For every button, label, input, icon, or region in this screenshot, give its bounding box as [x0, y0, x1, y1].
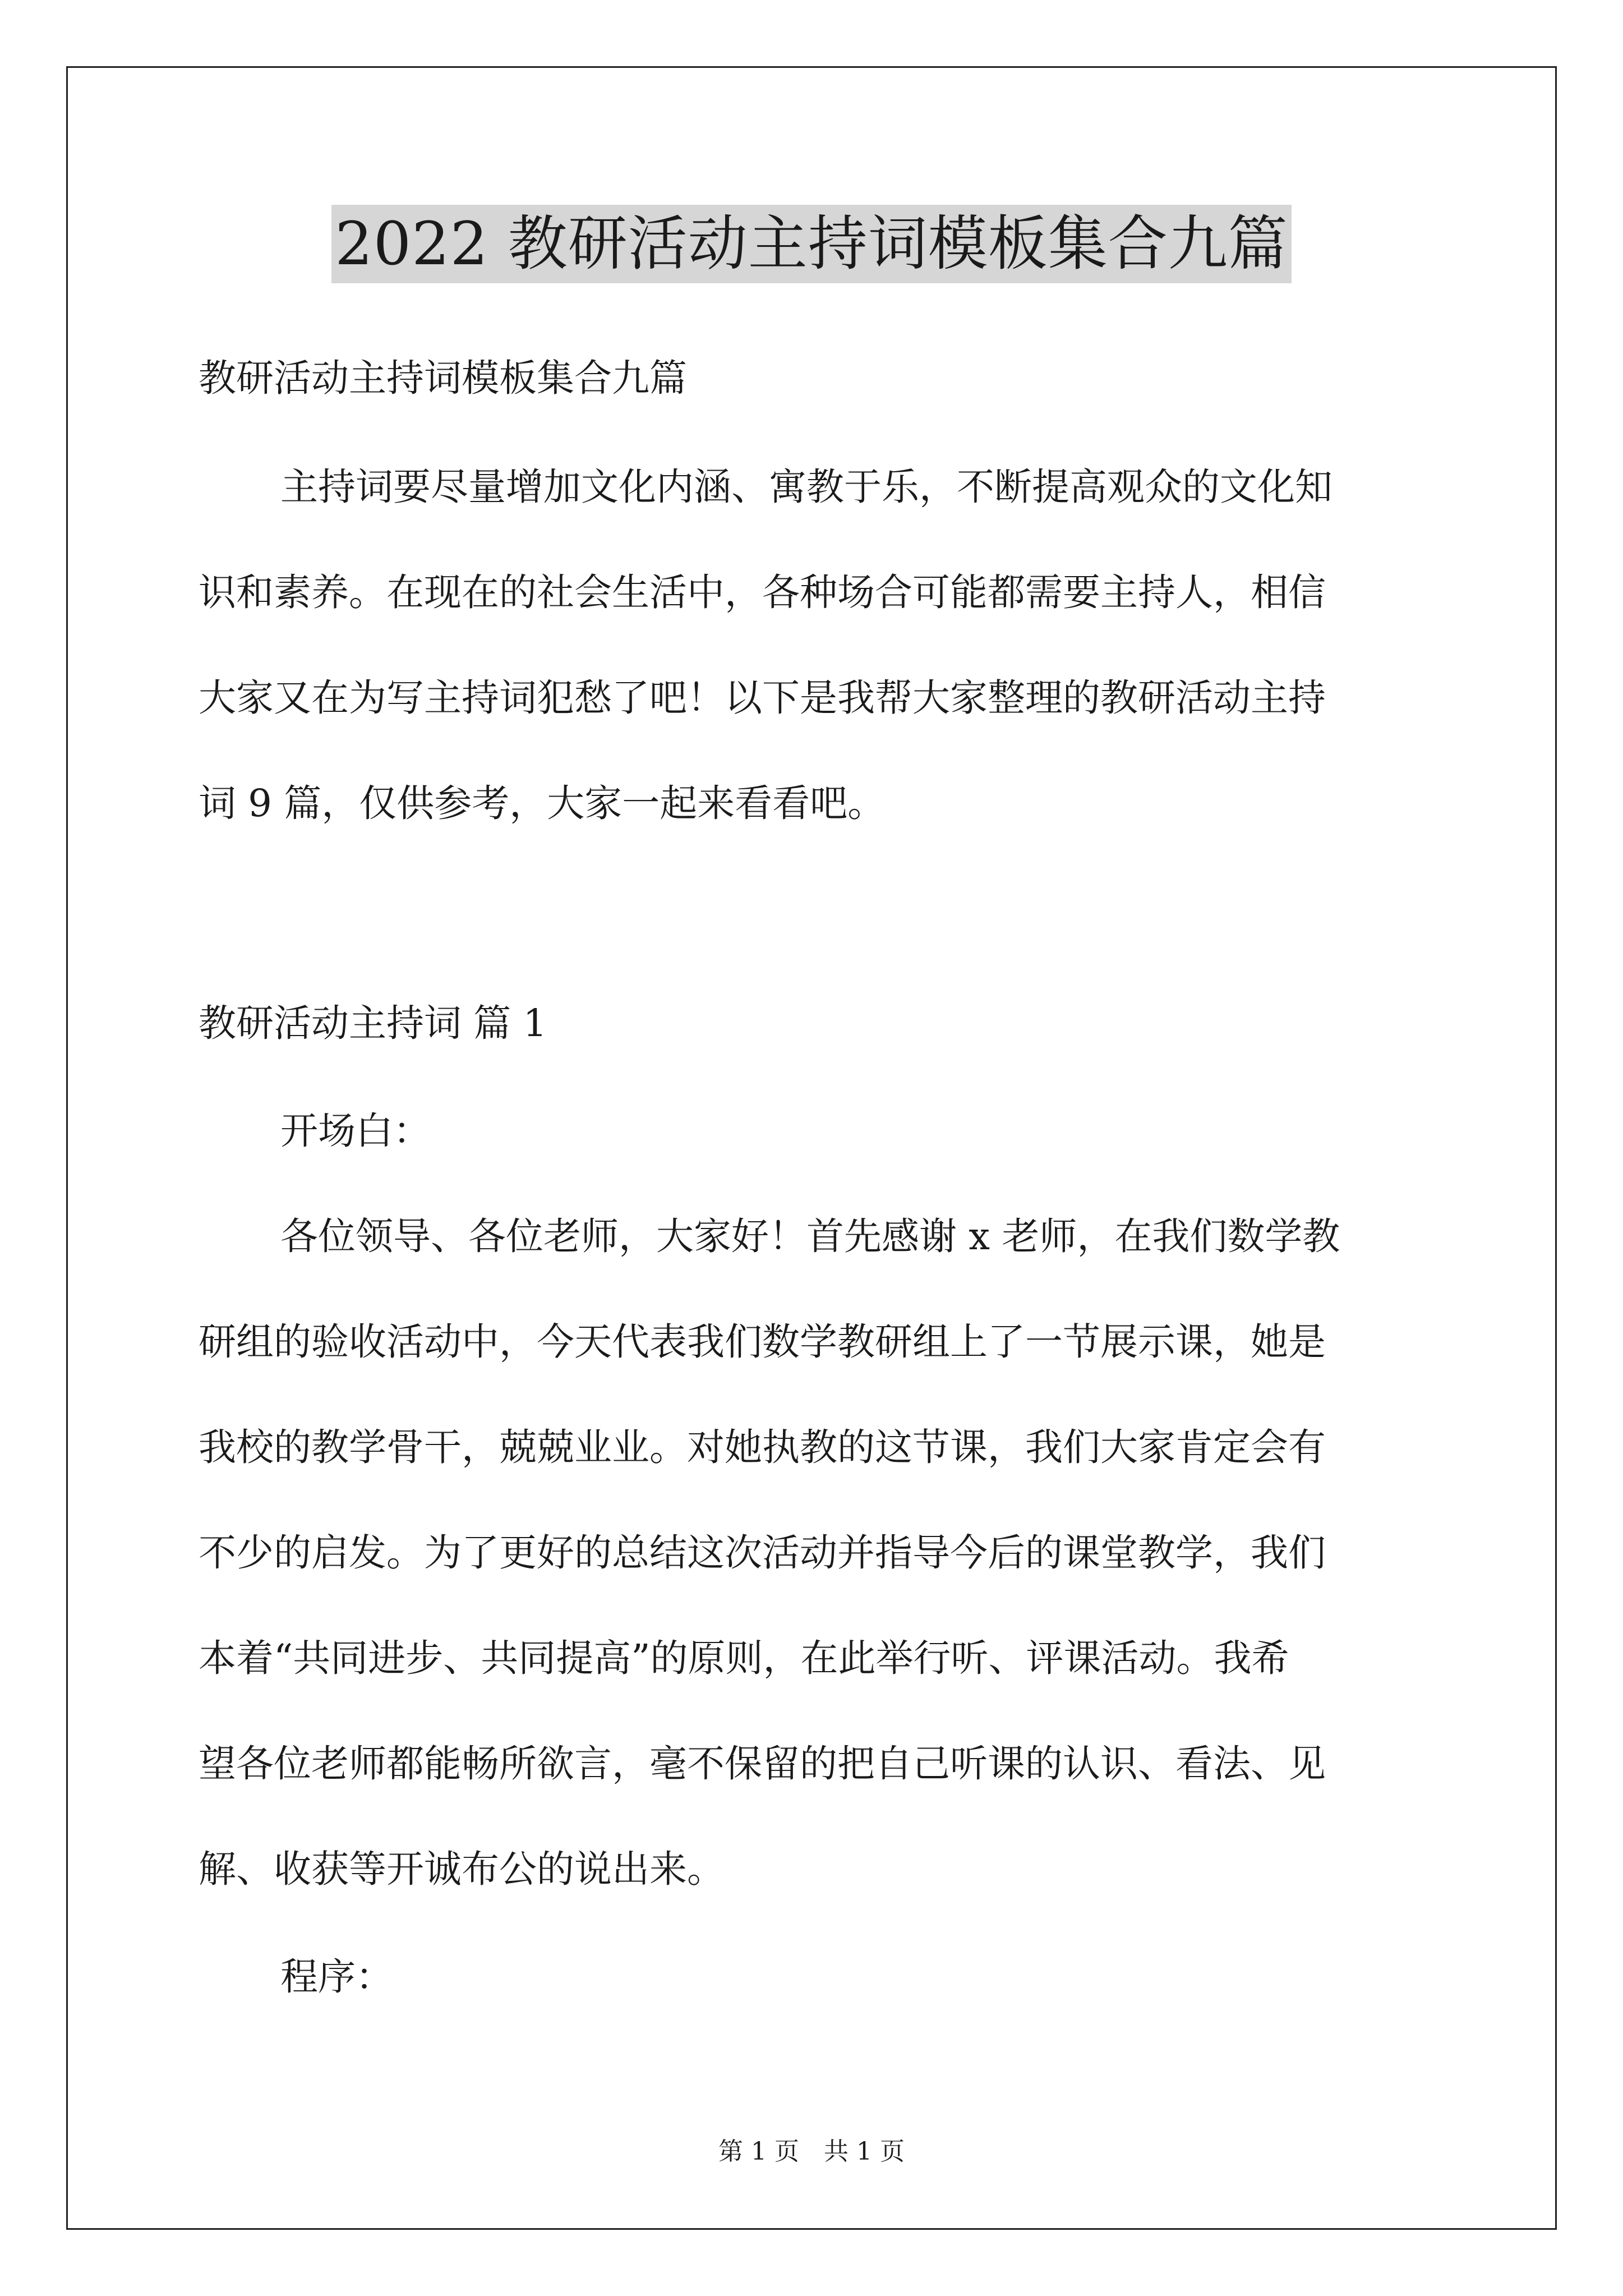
page-footer: 第 1 页 共 1 页	[718, 2137, 905, 2166]
opening-line-7: 解、收获等开诚布公的说出来。	[199, 1847, 725, 1891]
opening-line-1: 各位领导、各位老师，大家好！首先感谢 x 老师，在我们数学教	[280, 1214, 1340, 1258]
opening-line-2: 研组的验收活动中，今天代表我们数学教研组上了一节展示课，她是	[199, 1320, 1326, 1364]
title-container	[0, 205, 1623, 283]
opening-line-6: 望各位老师都能畅所欲言，毫不保留的把自己听课的认识、看法、见	[199, 1742, 1326, 1786]
opening-line-4: 不少的启发。为了更好的总结这次活动并指导今后的课堂教学，我们	[199, 1531, 1326, 1575]
document-title: 2022 教研活动主持词模板集合九篇	[331, 205, 1291, 283]
opening-line-3: 我校的教学骨干，兢兢业业。对她执教的这节课，我们大家肯定会有	[199, 1425, 1326, 1469]
section-heading: 教研活动主持词 篇 1	[199, 1001, 547, 1045]
program-label: 程序：	[280, 1955, 393, 1999]
intro-line-1: 主持词要尽量增加文化内涵、寓教于乐，不断提高观众的文化知	[280, 465, 1332, 509]
opening-label: 开场白：	[280, 1109, 431, 1153]
opening-line-5: 本着“共同进步、共同提高”的原则，在此举行听、评课活动。我希	[199, 1636, 1289, 1680]
intro-line-4: 词 9 篇，仅供参考，大家一起来看看吧。	[199, 781, 886, 825]
document-subtitle: 教研活动主持词模板集合九篇	[199, 356, 687, 400]
intro-line-2: 识和素养。在现在的社会生活中，各种场合可能都需要主持人，相信	[199, 570, 1326, 614]
intro-line-3: 大家又在为写主持词犯愁了吧！以下是我帮大家整理的教研活动主持	[199, 676, 1326, 720]
